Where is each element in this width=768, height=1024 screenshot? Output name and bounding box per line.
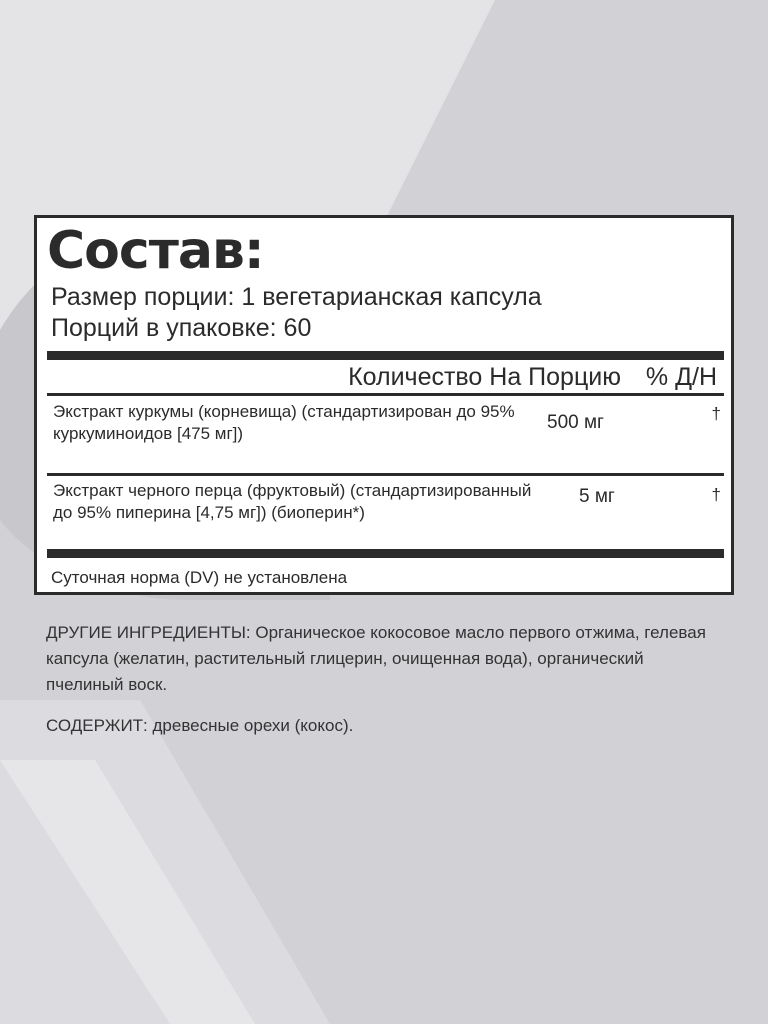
supplement-facts-panel xyxy=(34,215,734,595)
allergen-contains-text: СОДЕРЖИТ: древесные орехи (кокос). xyxy=(46,716,354,735)
daily-value-header: % Д/Н xyxy=(645,363,717,391)
ingredient-amount: 5 мг xyxy=(579,486,615,507)
ingredient-name: Экстракт куркумы (корневища) (стандартизирован до 95% куркуминоидов [475 мг]) xyxy=(53,402,515,443)
facts-title: Состав: xyxy=(47,221,264,281)
thick-divider xyxy=(47,549,724,558)
serving-size: Размер порции: 1 вегетарианская капсула xyxy=(51,283,542,311)
ingredient-name: Экстракт черного перца (фруктовый) (стандартизированный до 95% пиперина [4,75 мг]) (биоперин*) xyxy=(53,481,532,522)
header-divider xyxy=(47,393,724,396)
daily-value-footnote: Суточная норма (DV) не установлена xyxy=(51,568,348,587)
ingredient-amount: 500 мг xyxy=(547,412,604,433)
daily-value-mark: † xyxy=(711,404,721,423)
daily-value-mark: † xyxy=(711,485,721,504)
amount-per-serving-header: Количество На Порцию xyxy=(348,363,621,391)
thick-divider xyxy=(47,351,724,360)
row-divider xyxy=(47,473,724,476)
servings-per-container: Порций в упаковке: 60 xyxy=(51,314,312,342)
other-ingredients-text: ДРУГИЕ ИНГРЕДИЕНТЫ: Органическое кокосовое масло первого отжима, гелевая капсула (желатин, растительный глицерин, очищенная вода), органический пчелиный воск. xyxy=(46,623,706,694)
